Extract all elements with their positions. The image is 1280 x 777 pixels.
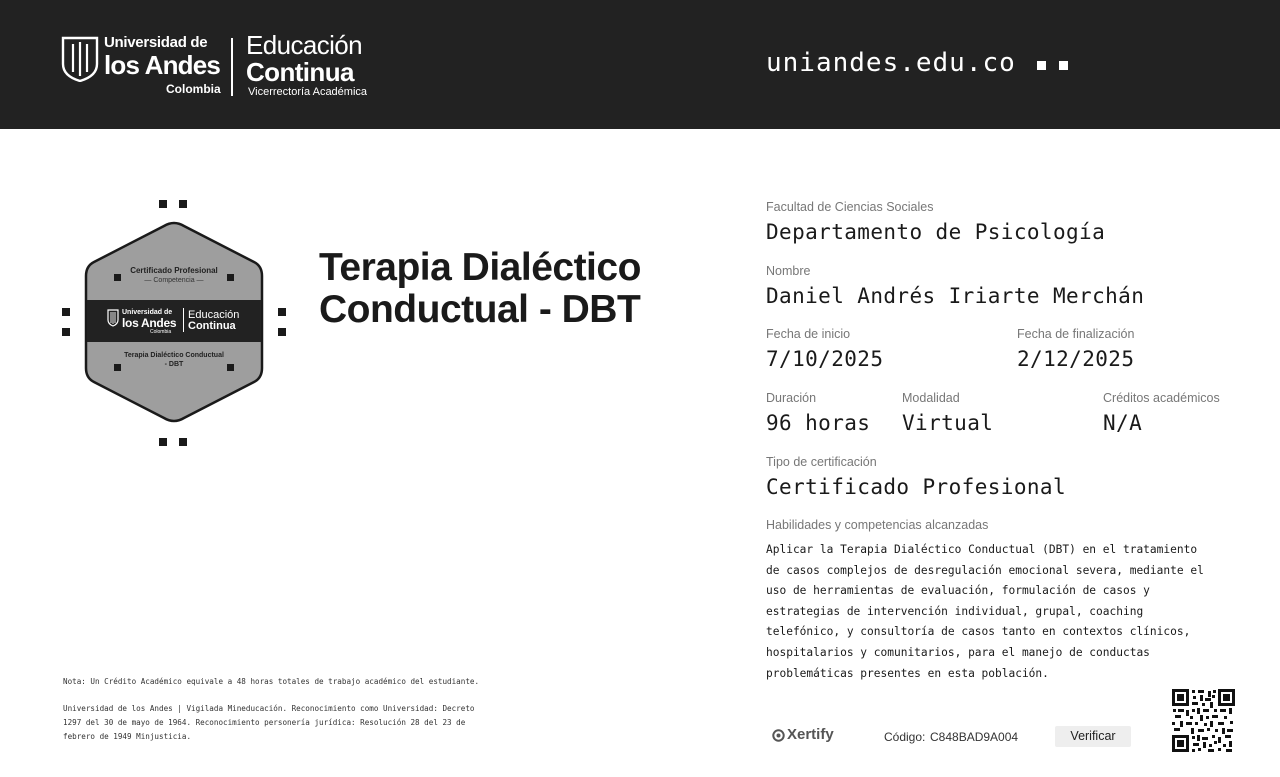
skills-line: problemáticas presentes en esta población. [766,666,1049,680]
legal-line: Universidad de los Andes | Vigilada Mineducación. Reconocimiento como Universidad: Decreto [63,704,475,713]
skills-text [766,540,1236,684]
skills-line: estrategias de intervención individual, grupal, coaching [766,604,1144,618]
shield-icon [60,34,100,82]
modality-value: Virtual [902,411,994,435]
start-date-label: Fecha de inicio [766,327,851,341]
code-label: Código: [884,730,926,744]
department-value: Departamento de Psicología [766,220,1106,244]
legal-line: febrero de 1949 Minjusticia. [63,732,192,741]
program-title-line2: Conductual - DBT [319,288,641,331]
faculty-label: Facultad de Ciencias Sociales [766,200,934,214]
badge-program-line1: Terapia Dialéctico Conductual [124,352,224,359]
credit-note: Nota: Un Crédito Académico equivale a 48 horas totales de trabajo académico del estudiante. [63,677,480,686]
duration-value: 96 horas [766,411,871,435]
start-date-value: 7/10/2025 [766,347,884,371]
unit-line3: Vicerrectoría Académica [248,86,368,98]
name-value: Daniel Andrés Iriarte Merchán [766,284,1145,308]
cert-type-value: Certificado Profesional [766,475,1066,499]
badge-university-line3: Colombia [150,329,172,335]
xertify-logo [772,726,852,746]
skills-line: de casos complejos de desregulación emocional severa, mediante el [766,563,1204,577]
modality-label: Modalidad [902,391,960,405]
name-label: Nombre [766,264,811,278]
educacion-continua-logo [246,30,376,102]
badge-university-line2: los Andes [122,316,177,330]
university-line3: Colombia [166,82,221,96]
credits-label: Créditos académicos [1103,391,1220,405]
badge-university-line1: Universidad de [122,309,173,316]
badge-logo [106,306,246,336]
xertify-name: Xertify [787,726,834,743]
skills-line: Aplicar la Terapia Dialéctico Conductual (DBT) en el tratamiento [766,543,1198,556]
unit-line1: Educación [246,30,363,60]
university-line1: Universidad de [104,34,208,51]
skills-line: uso de herramientas de evaluación, formulación de casos y [766,584,1150,598]
duration-label: Duración [766,391,817,405]
xertify-logo-icon [772,729,785,742]
skills-line: telefónico, y consultoría de casos tanto en contextos clínicos, [766,625,1191,639]
qr-code-icon[interactable] [1172,689,1235,752]
header-square-icon [1037,61,1046,70]
verify-button[interactable]: Verificar [1055,726,1131,747]
badge-competency-label: — Competencia — [144,277,204,284]
shield-icon [107,309,119,327]
skills-label: Habilidades y competencias alcanzadas [766,518,989,532]
program-title [319,247,719,331]
legal-note [63,702,483,744]
credits-value: N/A [1103,411,1143,435]
code-value: C848BAD9A004 [930,730,1019,744]
badge-certificate-label: Certificado Profesional [130,266,218,275]
badge-unit-line2: Continua [188,320,236,332]
legal-line: 1297 del 30 de mayo de 1964. Reconocimiento personería jurídica: Resolución 28 del 23 de [63,718,466,727]
end-date-label: Fecha de finalización [1017,327,1135,341]
unit-line2: Continua [246,57,354,87]
website-link[interactable]: uniandes.edu.co [766,48,1016,78]
cert-type-label: Tipo de certificación [766,455,877,469]
badge-program-line2: - DBT [164,361,184,368]
universidad-logo [60,34,220,100]
header-square-icon [1059,61,1068,70]
certificate-badge [58,196,290,448]
university-line2: los Andes [104,50,221,80]
end-date-value: 2/12/2025 [1017,347,1135,371]
header-bar [0,0,1280,129]
logo-divider [231,38,233,96]
badge-unit-line1: Educación [188,309,240,321]
skills-line: hospitalarios y comunitarios, para el manejo de conductas [766,645,1150,659]
program-title-line1: Terapia Dialéctico [319,246,641,289]
badge-logo-divider [183,308,184,332]
